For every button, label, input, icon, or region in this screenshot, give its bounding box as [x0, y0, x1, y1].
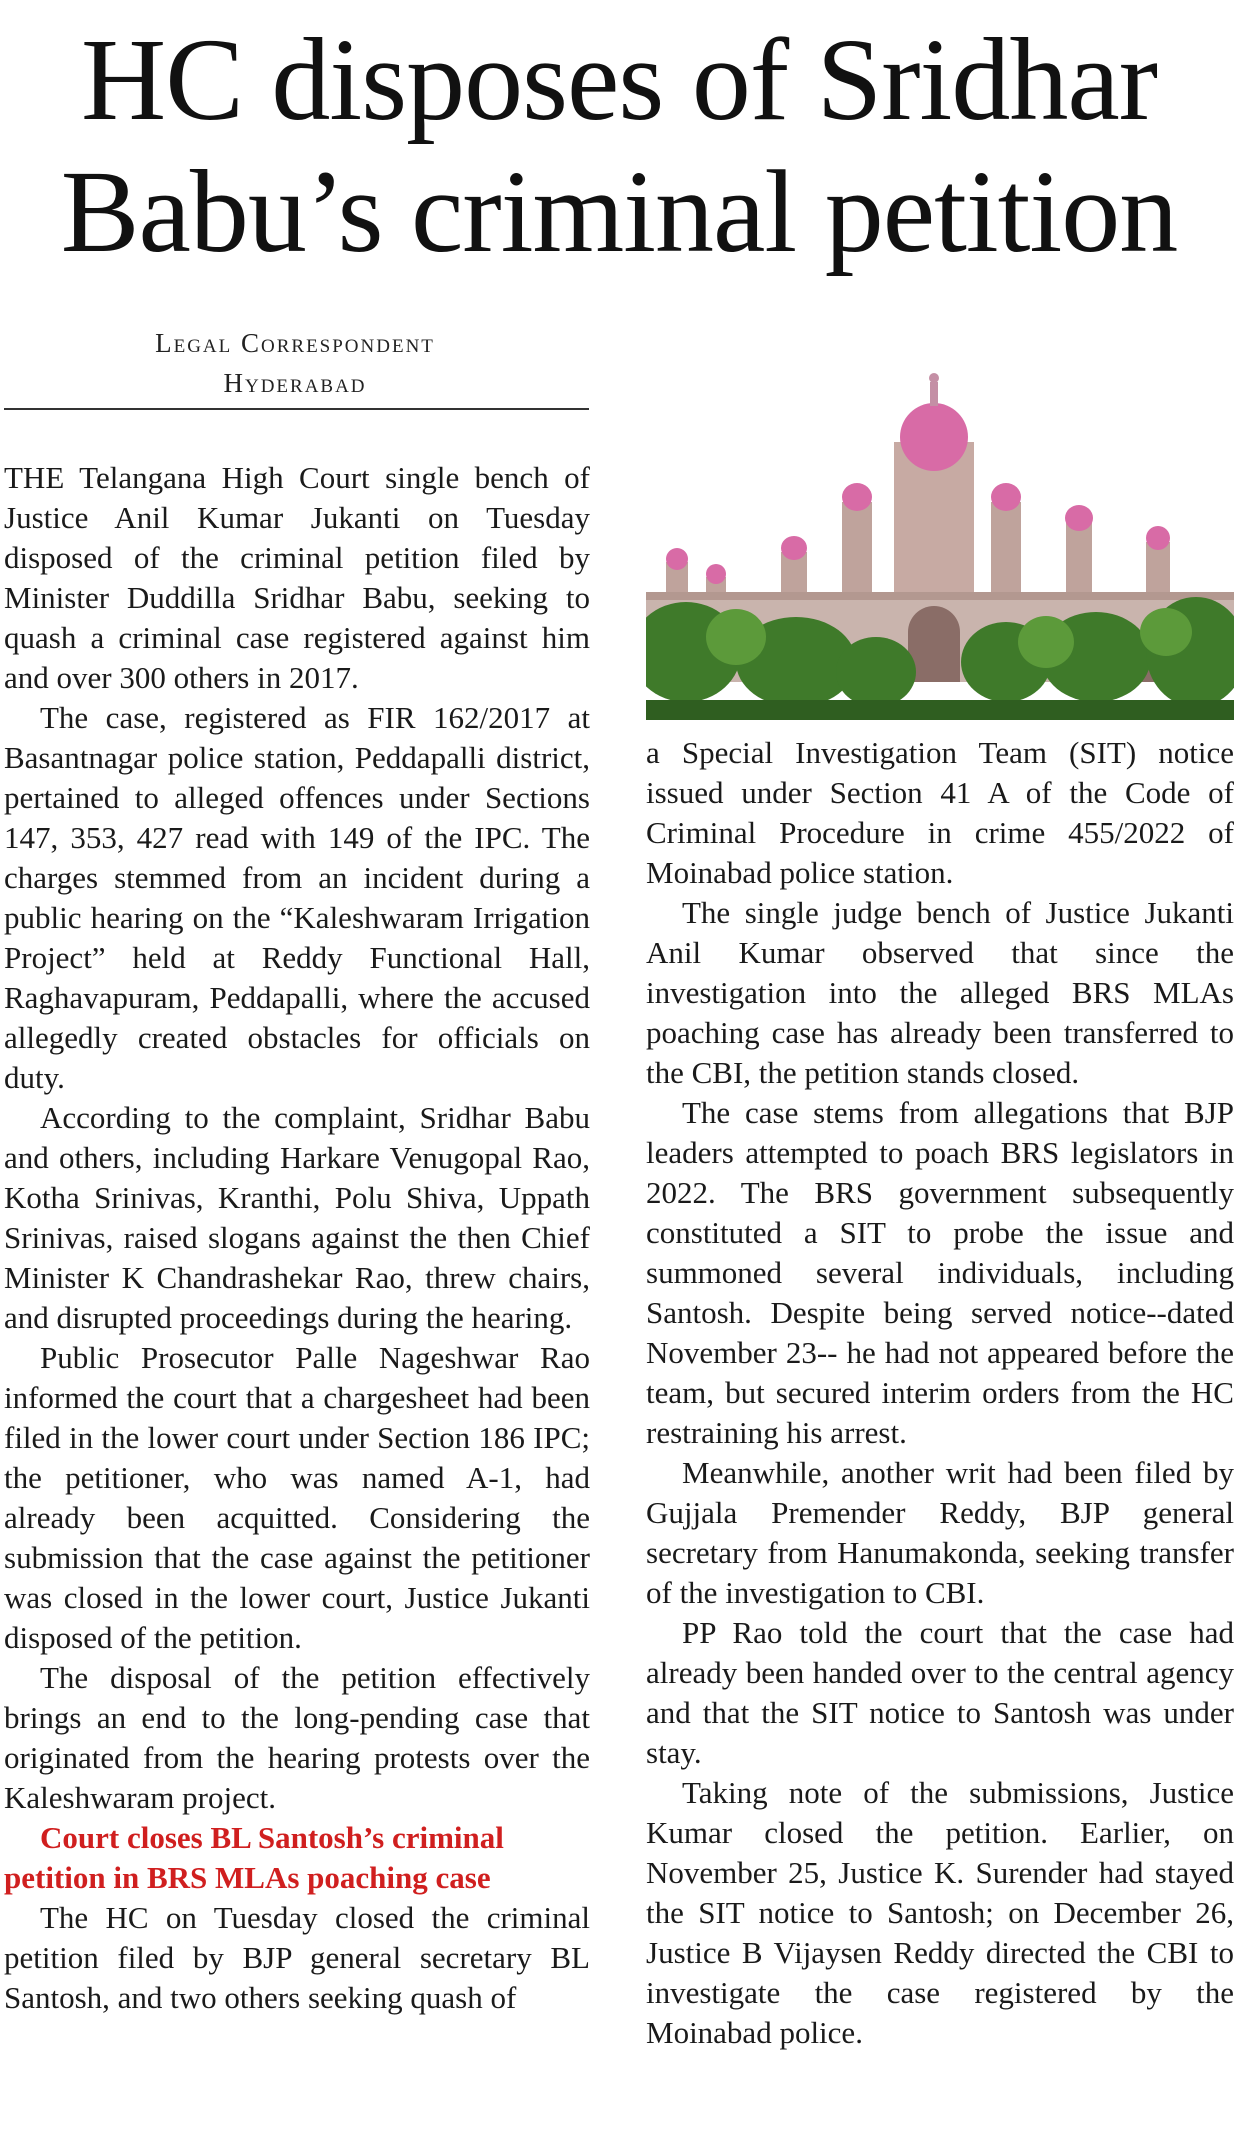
paragraph: The disposal of the petition effectively brings an end to the long-pending case that originated from the hearing protests over the Kaleshwaram project. — [4, 1660, 590, 1815]
paragraph: Public Prosecutor Palle Nageshwar Rao informed the court that a chargesheet had been filed in the lower court under Section 186 IPC; the petitioner, who was named A-1, had already been acquitted. Considering the submission that the case against the petitioner was closed in the lower court, Justice Jukanti disposed of the petition. — [4, 1340, 590, 1655]
paragraph: PP Rao told the court that the case had already been handed over to the central agency and that the SIT notice to Santosh was under stay. — [646, 1615, 1234, 1770]
paragraph: THE Telangana High Court single bench of Justice Anil Kumar Jukanti on Tuesday disposed of the criminal petition filed by Minister Duddilla Sridhar Babu, seeking to quash a criminal case registered against him and over 300 others in 2017. — [4, 460, 590, 695]
left-column — [4, 458, 590, 2018]
paragraph: According to the complaint, Sridhar Babu and others, including Harkare Venugopal Rao, Kotha Srinivas, Kranthi, Polu Shiva, Uppath Srinivas, raised slogans against the then Chief Minister K Chandrashekar Rao, threw chairs, and disrupted proceedings during the hearing. — [4, 1100, 590, 1335]
paragraph: The case, registered as FIR 162/2017 at Basantnagar police station, Peddapalli district, pertained to alleged offences under Sections 147, 353, 427 read with 149 of the IPC. The charges stemmed from an incident during a public hearing on the “Kaleshwaram Irrigation Project” held at Reddy Functional Hall, Raghavapuram, Peddapalli, where the accused allegedly created obstacles for officials on duty. — [4, 700, 590, 1095]
paragraph: a Special Investigation Team (SIT) notice issued under Section 41 A of the Code of Criminal Procedure in crime 455/2022 of Moinabad police station. — [646, 735, 1234, 890]
paragraph: The single judge bench of Justice Jukanti Anil Kumar observed that since the investigation into the alleged BRS MLAs poaching case has already been transferred to the CBI, the petition stands closed. — [646, 895, 1234, 1090]
main-dome — [900, 403, 968, 471]
byline-author: Legal Correspondent — [155, 328, 435, 358]
paragraph: Taking note of the submissions, Justice Kumar closed the petition. Earlier, on November 25, Justice K. Surender had stayed the SIT notice to Santosh; on December 26, Justice B Vijaysen Reddy directed the CBI to investigate the case registered by the Moinabad police. — [646, 1775, 1234, 2050]
paragraph: The HC on Tuesday closed the criminal petition filed by BJP general secretary BL Santosh, and two others seeking quash of — [4, 1900, 590, 2015]
high-court-photo — [646, 352, 1234, 720]
byline — [0, 323, 590, 403]
headline — [0, 14, 1238, 278]
subheading: Court closes BL Santosh’s criminal petition in BRS MLAs poaching case — [4, 1820, 504, 1895]
paragraph: The case stems from allegations that BJP leaders attempted to poach BRS legislators in 2022. The BRS government subsequently constituted a SIT to probe the issue and summoned several individuals, including Santosh. Despite being served notice--dated November 23-- he had not appeared before the team, but secured interim orders from the HC restraining his arrest. — [646, 1095, 1234, 1450]
paragraph: Meanwhile, another writ had been filed by Gujjala Premender Reddy, BJP general secretary from Hanumakonda, seeking transfer of the investigation to CBI. — [646, 1455, 1234, 1610]
headline-line-2: Babu’s criminal petition — [60, 146, 1178, 277]
headline-line-1: HC disposes of Sridhar — [80, 14, 1157, 145]
byline-divider — [4, 408, 589, 410]
right-column — [646, 733, 1234, 2053]
byline-place: Hyderabad — [223, 368, 367, 398]
